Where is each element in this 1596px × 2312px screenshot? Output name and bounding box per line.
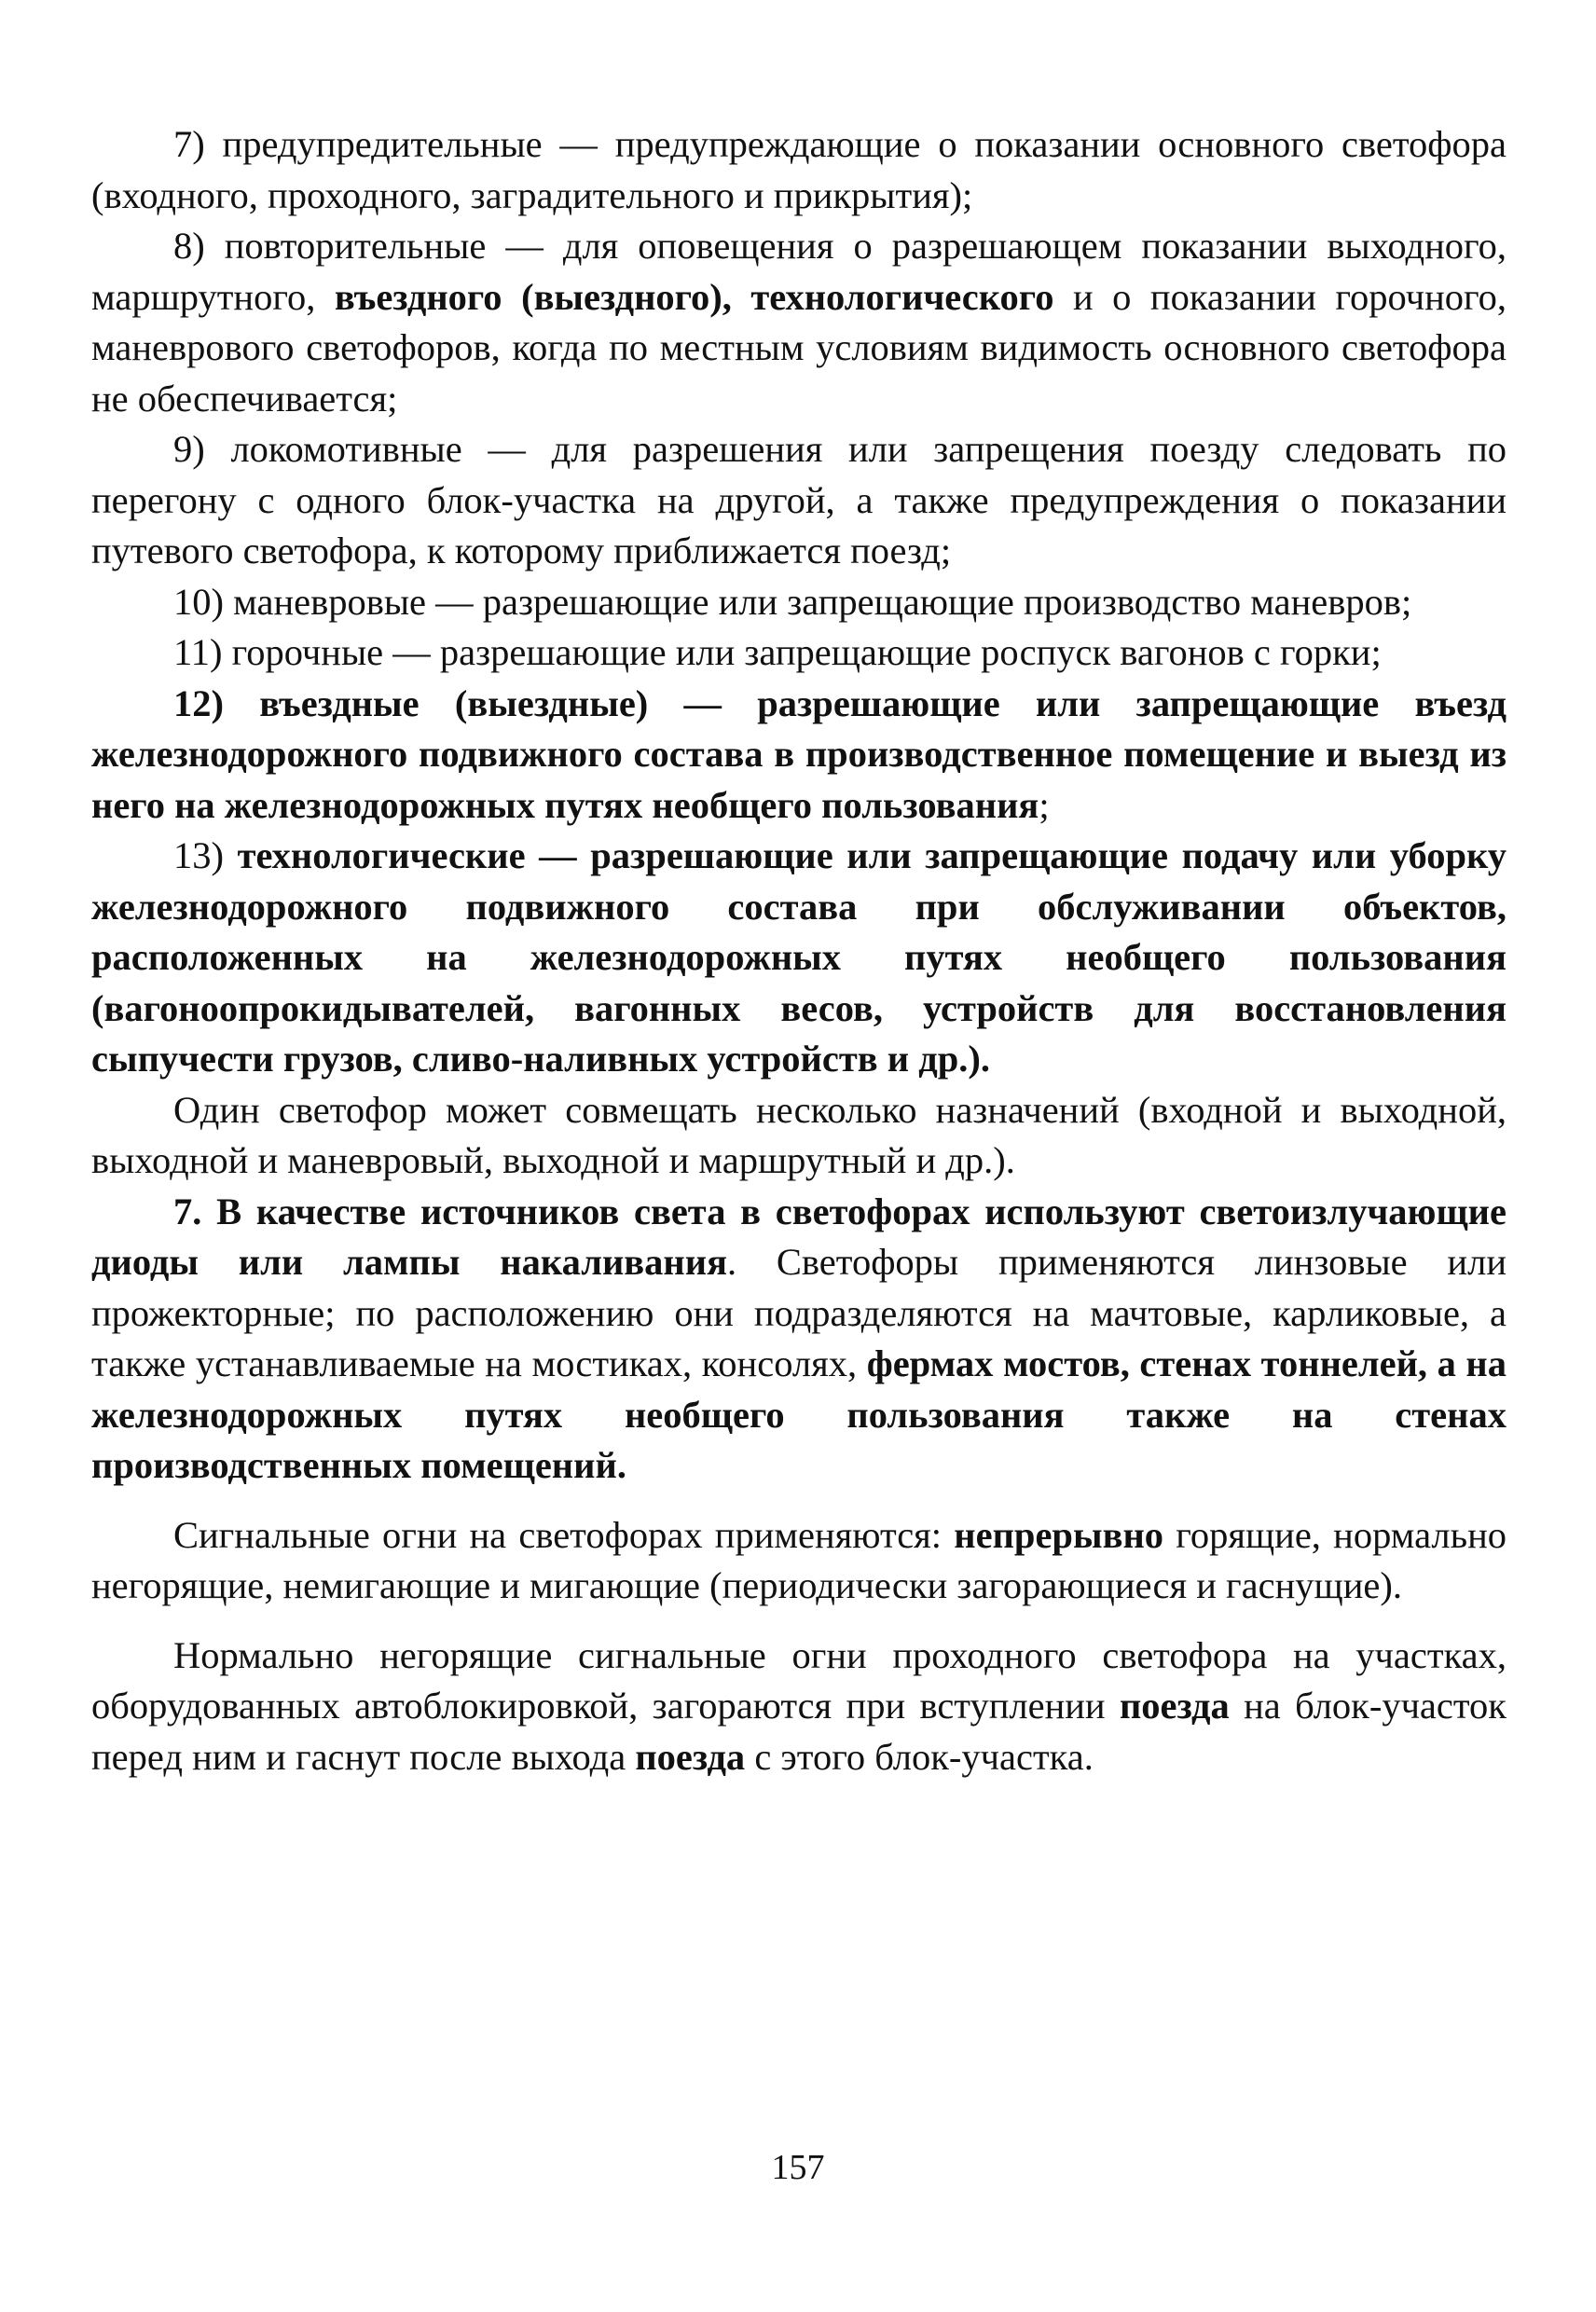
text-run: Нормально негорящие сигнальные огни проходного светофора на участках, оборудованных автоблокировкой, загораются при вступлении [91,1633,1507,1727]
bold-text-run: технологические — разрешающие или запрещающие подачу или уборку железнодорожного подвижного состава при обслуживании объектов, расположенных на железнодорожных путях необщего пользования (вагоноопрокидывателей, вагонных весов, устройств для восстановления сыпучести грузов, сливо-наливных устройств и др.). [91,834,1507,1080]
paragraph-signal-lights [91,1510,1507,1612]
bold-text-run: фермах мостов, стенах тоннелей, а на железнодорожных путях необщего пользования также на стенах производственных помещений. [91,1342,1507,1486]
text-run: 11) горочные — разрешающие или запрещающие роспуск вагонов с горки; [173,631,1382,673]
page-number: 157 [771,2148,825,2187]
paragraph-item-13 [91,831,1507,1085]
text-run: на блок-участок перед ним и гаснут после выхода [91,1685,1507,1778]
bold-text-run: въездного (выездного), технологического [334,275,1054,318]
text-run: с этого блок-участка. [745,1735,1094,1778]
bold-text-run: 12) въездные (выездные) — разрешающие или запрещающие въезд железнодорожного подвижного состава в производственное помещение и выезд из него на железнодорожных путях необщего пользования [91,681,1507,826]
bold-text-run: непрерывно [954,1513,1164,1556]
text-run: Сигнальные огни на светофорах применяются: [173,1513,955,1556]
bold-text-run: поезда [635,1735,746,1778]
paragraph-item-7 [91,119,1507,221]
paragraph-section-7 [91,1187,1507,1492]
paragraph-combined-purposes [91,1085,1507,1187]
text-run: и о показании горочного, маневрового светофоров, когда по местным условиям видимость основного светофора не обеспечивается; [91,275,1507,420]
bold-text-run: 7. В качестве источников света в светофорах используют светоизлучающие диоды или лампы накаливания [91,1190,1507,1283]
text-run: 8) повторительные — для оповещения о разрешающем показании выходного, маршрутного, [91,225,1507,318]
text-run: 10) маневровые — разрешающие или запрещающие производство маневров; [173,580,1412,623]
paragraph-item-12 [91,679,1507,832]
paragraph-item-9 [91,424,1507,577]
paragraph-normally-dark-lights [91,1631,1507,1783]
text-run: 7) предупредительные — предупреждающие о показании основного светофора (входного, проходного, заградительного и прикрытия); [91,123,1507,216]
text-run: Один светофор может совмещать несколько назначений (входной и выходной, выходной и маневровый, выходной и маршрутный и др.). [91,1088,1507,1181]
paragraph-item-8 [91,221,1507,424]
text-run: . Светофоры применяются линзовые или прожекторные; по расположению они подразделяются на мачтовые, карликовые, а также устанавливаемые на мостиках, консолях, [91,1241,1507,1384]
text-run: ; [1039,783,1050,826]
page-body [91,119,1507,1782]
text-run: горящие, нормально негорящие, немигающие и мигающие (периодически загорающиеся и гаснущие). [91,1513,1507,1606]
text-run: 9) локомотивные — для разрешения или запрещения поезду следовать по перегону с одного блок-участка на другой, а также предупреждения о показании путевого светофора, к которому приближается поезд; [91,428,1507,571]
paragraph-item-10 [91,577,1507,628]
paragraph-item-11 [91,627,1507,679]
bold-text-run: поезда [1119,1685,1230,1727]
text-run: 13) [173,834,238,876]
